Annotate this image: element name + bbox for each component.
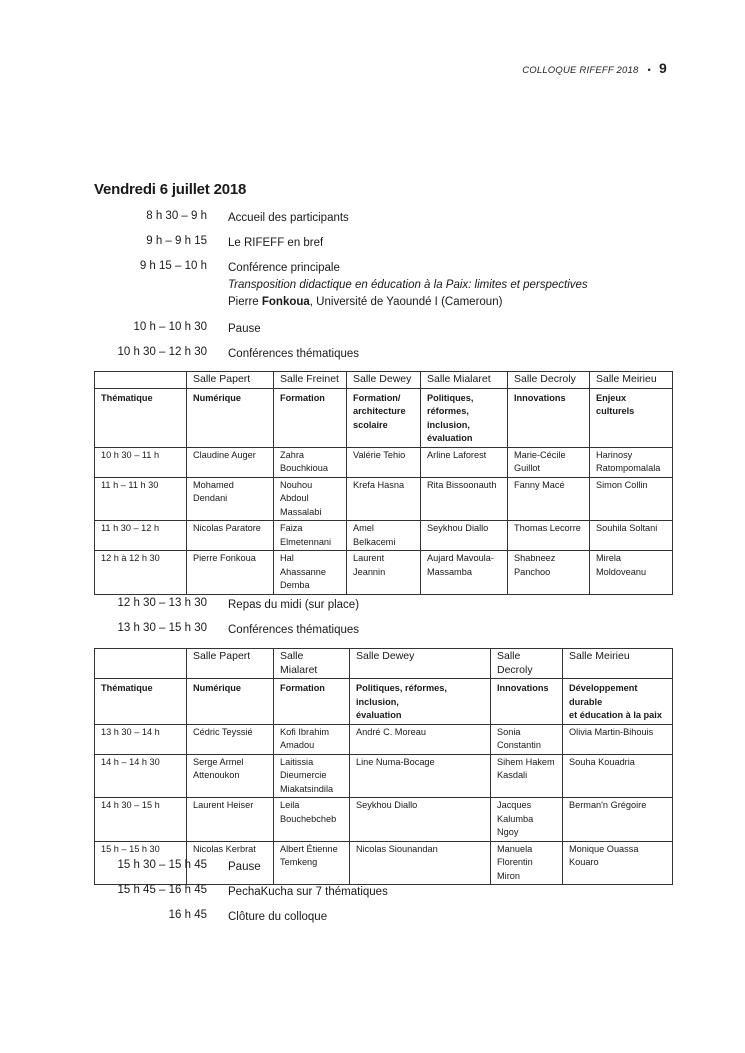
session-row-cell: Nouhou Abdoul Massalabi [274,477,347,521]
keynote-block [228,260,588,311]
session-row [95,477,673,521]
session-row-cell: Arline Laforest [421,447,508,477]
schedule-time: 12 h 30 – 13 h 30 [117,597,207,609]
session-row-cell: Kofi Ibrahim Amadou [274,724,350,754]
speaker-affiliation: , Université de Yaoundé I (Cameroun) [309,296,503,308]
schedule-row-keynote [0,260,745,316]
theme-header-row-cell: Thématique [95,679,187,725]
session-row-cell: Amel Belkacemi [347,521,421,551]
session-row-cell: Fanny Macé [508,477,590,521]
session-row-cell: Souha Kouadria [563,754,673,798]
schedule-row [0,597,745,617]
session-row-cell: Valérie Tehio [347,447,421,477]
session-row-cell: Krefa Hasna [347,477,421,521]
session-row-cell: Pierre Fonkoua [187,551,274,595]
session-row-cell: Rita Bissoonauth [421,477,508,521]
session-row [95,521,673,551]
schedule-row [0,321,745,341]
session-row-cell: Marie-Cécile Guillot [508,447,590,477]
theme-header-row-cell: Thématique [95,388,187,447]
schedule-time: 15 h 45 – 16 h 45 [117,884,207,896]
session-row-cell: Cédric Teyssié [187,724,274,754]
speaker-last-name: Fonkoua [261,296,310,308]
session-row-cell: Olivia Martin-Bihouis [563,724,673,754]
session-row-cell: Line Numa-Bocage [350,754,491,798]
session-row-cell: Hal Ahassanne Demba [274,551,347,595]
salle-header-row-cell: Salle Meirieu [590,372,673,389]
schedule-time: 16 h 45 [168,909,207,921]
session-row-cell: Mirela Moldoveanu [590,551,673,595]
theme-header-row-cell: Enjeux culturels [590,388,673,447]
session-row-cell: Aujard Mavoula- Massamba [421,551,508,595]
session-row-cell: 13 h 30 – 14 h [95,724,187,754]
running-header [522,60,667,76]
schedule-time: 8 h 30 – 9 h [146,210,207,222]
session-row-cell: Mohamed Dendani [187,477,274,521]
schedule-time: 9 h 15 – 10 h [139,260,207,272]
schedule-activity: Le RIFEFF en bref [228,237,324,249]
schedule-activity: Conférences thématiques [228,348,360,360]
session-row-cell: 11 h – 11 h 30 [95,477,187,521]
schedule-time: 9 h – 9 h 15 [146,235,207,247]
theme-header-row [95,388,673,447]
schedule-time: 10 h – 10 h 30 [133,321,207,333]
session-row-cell: Souhila Soltani [590,521,673,551]
session-row-cell: 14 h – 14 h 30 [95,754,187,798]
salle-header-row [95,372,673,389]
schedule-row [0,235,745,255]
session-row-cell: Laurent Heiser [187,798,274,842]
session-row [95,724,673,754]
theme-header-row-cell: Formation [274,388,347,447]
session-row-cell: Sonia Constantin [491,724,563,754]
running-title: COLLOQUE RIFEFF 2018 [522,65,639,76]
schedule-activity: Conférence principale [228,262,340,274]
session-row [95,754,673,798]
schedule-row [0,884,745,904]
schedule-row [0,622,745,642]
keynote-title: Transposition didactique en éducation à la Paix: limites et perspectives [228,279,588,291]
session-row [95,551,673,595]
session-row-cell: 11 h 30 – 12 h [95,521,187,551]
session-row-cell: Simon Collin [590,477,673,521]
salle-header-row-cell: Salle Dewey [347,372,421,389]
salle-header-row-cell: Salle Papert [187,372,274,389]
session-row-cell: Nicolas Paratore [187,521,274,551]
theme-header-row-cell: Numérique [187,679,274,725]
salle-header-row-cell [95,372,187,389]
salle-header-row-cell: Salle Mialaret [421,372,508,389]
salle-header-row-cell: Salle Mialaret [274,649,350,679]
schedule-time: 15 h 30 – 15 h 45 [117,859,207,871]
morning-sessions-table [94,371,673,595]
session-row [95,798,673,842]
theme-header-row-cell: Politiques, réformes, inclusion, évaluation [421,388,508,447]
speaker-first-name: Pierre [228,296,262,308]
theme-header-row-cell: Formation [274,679,350,725]
session-row-cell: Thomas Lecorre [508,521,590,551]
session-row-cell: Berman'n Grégoire [563,798,673,842]
session-row-cell: Seykhou Diallo [421,521,508,551]
session-row-cell: Monique Ouassa Kouaro [563,841,673,885]
session-row-cell: Laitissia Dieumercie Miakatsindila [274,754,350,798]
session-row-cell: Leila Bouchebcheb [274,798,350,842]
schedule-activity: Clôture du colloque [228,911,328,923]
session-row-cell: 15 h – 15 h 30 [95,841,187,885]
theme-header-row-cell: Numérique [187,388,274,447]
session-row-cell: Shabneez Panchoo [508,551,590,595]
theme-header-row-cell: Innovations [508,388,590,447]
salle-header-row-cell [95,649,187,679]
session-row-cell: Albert Étienne Temkeng [274,841,350,885]
session-row-cell: 12 h à 12 h 30 [95,551,187,595]
salle-header-row-cell: Salle Meirieu [563,649,673,679]
session-row-cell: Nicolas Kerbrat [187,841,274,885]
session-row-cell: Manuela Florentin Miron [491,841,563,885]
schedule-row [0,210,745,230]
day-title: Vendredi 6 juillet 2018 [94,181,247,198]
session-row-cell: André C. Moreau [350,724,491,754]
salle-header-row-cell: Salle Freinet [274,372,347,389]
schedule-activity: Conférences thématiques [228,624,360,636]
schedule-activity: Pause [228,323,261,335]
salle-header-row [95,649,673,679]
session-row-cell: 14 h 30 – 15 h [95,798,187,842]
keynote-speaker [228,294,588,311]
theme-header-row-cell: Politiques, réformes, inclusion, évaluation [350,679,491,725]
schedule-row [0,346,745,366]
schedule-time: 10 h 30 – 12 h 30 [117,346,207,358]
header-separator: • [647,65,651,76]
session-row-cell: Claudine Auger [187,447,274,477]
salle-header-row-cell: Salle Decroly [491,649,563,679]
schedule-activity: Pause [228,861,261,873]
schedule-activity: Accueil des participants [228,212,349,224]
salle-header-row-cell: Salle Decroly [508,372,590,389]
session-row-cell: Seykhou Diallo [350,798,491,842]
schedule-time: 13 h 30 – 15 h 30 [117,622,207,634]
session-row-cell: Serge Armel Attenoukon [187,754,274,798]
schedule-activity: Repas du midi (sur place) [228,599,360,611]
session-row-cell: Faiza Elmetennani [274,521,347,551]
session-row-cell: 10 h 30 – 11 h [95,447,187,477]
session-row-cell: Harinosy Ratompomalala [590,447,673,477]
theme-header-row-cell: Développement durable et éducation à la paix [563,679,673,725]
session-row-cell: Zahra Bouchkioua [274,447,347,477]
session-row-cell: Jacques Kalumba Ngoy [491,798,563,842]
schedule-row [0,859,745,879]
theme-header-row-cell: Formation/ architecture scolaire [347,388,421,447]
theme-header-row-cell: Innovations [491,679,563,725]
theme-header-row [95,679,673,725]
session-row [95,447,673,477]
schedule-row [0,909,745,929]
page-number: 9 [659,60,667,76]
afternoon-sessions-table [94,648,673,885]
salle-header-row-cell: Salle Dewey [350,649,491,679]
session-row-cell: Sihem Hakem Kasdali [491,754,563,798]
session-row-cell: Laurent Jeannin [347,551,421,595]
session-row-cell: Nicolas Siounandan [350,841,491,885]
schedule-activity: PechaKucha sur 7 thématiques [228,886,388,898]
salle-header-row-cell: Salle Papert [187,649,274,679]
